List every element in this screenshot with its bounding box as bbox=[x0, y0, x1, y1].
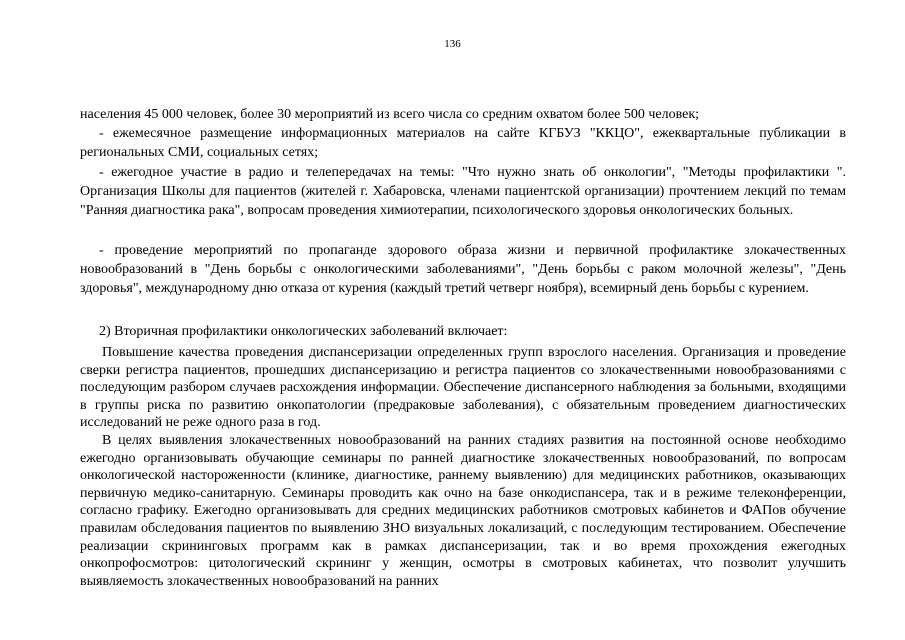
bullet-item-radio-tv-school: - ежегодное участие в радио и телепередачах на темы: "Что нужно знать об онкологии", "Методы профилактики ". Организация Школы для пациентов (жителей г. Хабаровска, членами пациентской организации) прочтением лекций по темам "Ранняя диагностика рака", вопросам проведения химиотерапии, психологического здоровья онкологических больных. bbox=[80, 165, 846, 219]
page-number: 136 bbox=[444, 38, 461, 50]
bullet-item-healthy-lifestyle-events: - проведение мероприятий по пропаганде здорового образа жизни и первичной профилактике злокачественных новообразований в "День борьбы с онкологическими заболеваниями", "День борьбы с раком молочной железы", "День здоровья", международному дню отказа от курения (каждый третий четверг ноября), всемирный день борьбы с курением. bbox=[80, 243, 846, 297]
bullet-item-website-publications: - ежемесячное размещение информационных материалов на сайте КГБУЗ "ККЦО", ежеквартальные публикации в региональных СМИ, социальных сетях; bbox=[80, 126, 846, 161]
paragraph-early-detection-seminars: В целях выявления злокачественных новообразований на ранних стадиях развития на постоянной основе необходимо ежегодно организовывать обучающие семинары по ранней диагностике злокачественных новообразований, по вопросам онкологической настороженности (клинике, диагностике, раннему выявлению) для медицинских работников, оказывающих первичную медико-санитарную. Семинары проводить как очно на базе онкодиспансера, так и в режиме телеконференции, согласно графику. Ежегодно организовывать для средних медицинских работников смотровых кабинетов и ФАПов обучение правилам обследования пациентов по выявлению ЗНО визуальных локализаций, с последующим тестированием. Обеспечение реализации скрининговых программ как в рамках диспансеризации, так и во время прохождения ежегодных онкопрофосмотров: цитологический скрининг у женщин, осмотры в смотровых кабинетах, что позволит улучшить выявляемость злокачественных новообразований на ранних bbox=[80, 433, 846, 589]
paragraph-dispensarization: Повышение качества проведения диспансеризации определенных групп взрослого населения. Организация и проведение сверки регистра пациентов, прошедших диспансеризацию и регистра пациентов со злокачественными новообразованиями с последующим разбором случаев расхождения информации. Обеспечение диспансерного наблюдения за больными, входящими в группы риска по развитию онкопатологии (предраковые заболевания), с обязательным проведением диагностических исследований не реже одного раза в год. bbox=[80, 345, 846, 431]
paragraph-continuation: населения 45 000 человек, более 30 мероприятий из всего числа со средним охватом более 500 человек; bbox=[80, 107, 700, 122]
section-heading-secondary-prevention: 2) Вторичная профилактики онкологических заболеваний включает: bbox=[99, 324, 508, 339]
